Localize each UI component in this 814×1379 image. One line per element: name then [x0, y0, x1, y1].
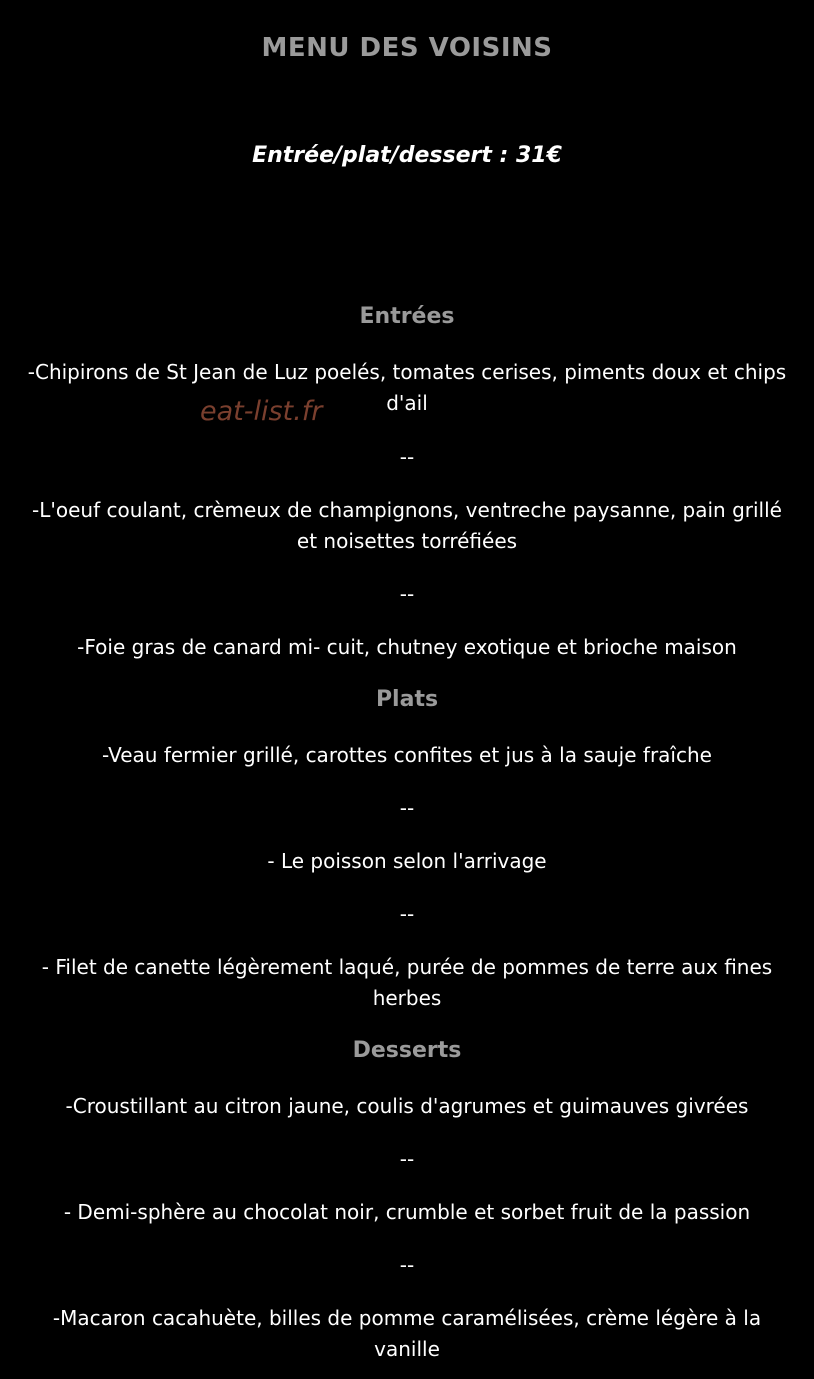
separator: -- [399, 582, 415, 606]
separator: -- [399, 796, 415, 820]
menu-item-dessert-2: - Demi-sphère au chocolat noir, crumble et sorbet fruit de la passion [63, 1200, 751, 1224]
menu-item-entree-2: -L'oeuf coulant, crèmeux de champignons, ventreche paysanne, pain grillé et noisettes torréfiées [32, 498, 782, 553]
menu-title: MENU DES VOISINS [261, 33, 553, 63]
section-heading-desserts: Desserts [352, 1038, 462, 1063]
separator: -- [399, 902, 415, 926]
section-heading-entrees: Entrées [359, 304, 455, 329]
price-line: Entrée/plat/dessert : 31€ [252, 143, 562, 168]
menu-item-plat-2: - Le poisson selon l'arrivage [267, 849, 547, 873]
menu-item-dessert-1: -Croustillant au citron jaune, coulis d'agrumes et guimauves givrées [65, 1094, 749, 1118]
menu-item-plat-1: -Veau fermier grillé, carottes confites et jus à la sauje fraîche [102, 743, 712, 767]
menu-item-dessert-3: -Macaron cacahuète, billes de pomme caramélisées, crème légère à la vanille [52, 1306, 762, 1361]
menu-item-entree-3: -Foie gras de canard mi- cuit, chutney exotique et brioche maison [77, 635, 737, 659]
separator: -- [399, 1253, 415, 1277]
section-heading-plats: Plats [375, 687, 439, 712]
menu-item-entree-1: -Chipirons de St Jean de Luz poelés, tomates cerises, piments doux et chips d'ail [27, 360, 787, 415]
separator: -- [399, 1147, 415, 1171]
separator: -- [399, 445, 415, 469]
menu-item-plat-3: - Filet de canette légèrement laqué, purée de pommes de terre aux fines herbes [41, 955, 773, 1010]
watermark: eat-list.fr [200, 396, 323, 427]
